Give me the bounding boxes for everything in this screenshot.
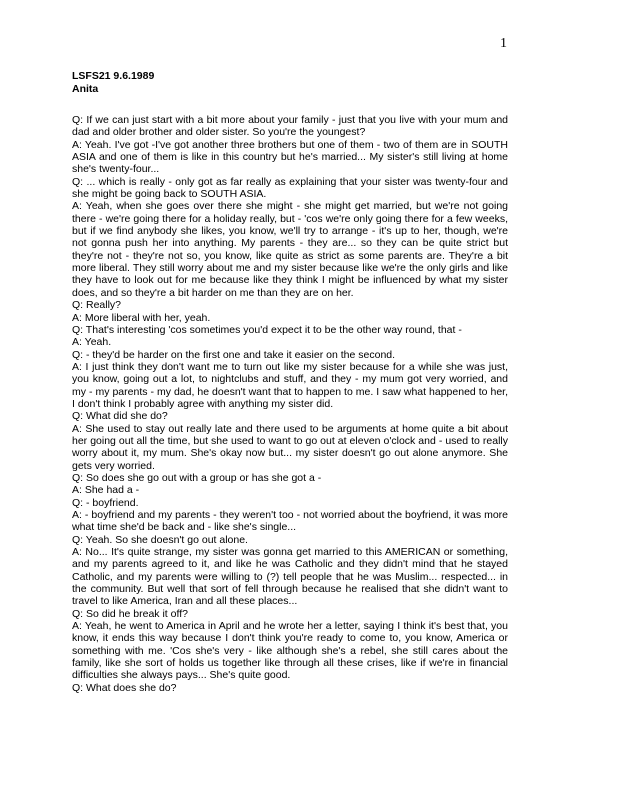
transcript-line: Q: Really? [72, 299, 122, 312]
transcript-line: A: She used to stay out really late and there used to be arguments at home quite a bit about her going out all the time, but she used to want to go out at eleven o'clock and - used to really worry about it, my mum. She's okay now but... my sister doesn't go out alone anymore. She gets very worried. [72, 422, 508, 472]
transcript-line: Q: - boyfriend. [72, 496, 139, 509]
transcript-line: A: Yeah, when she goes over there she might - she might get married, but we're not going there - we're going there for a holiday really, but - 'cos we're only going there for a few weeks, but if we find anybody she likes, you know, we'll try to arrange - it's up to her, though, we're not gonna push her into anything. My parents - they are... so they can be quite strict but they're not - they're not so, you know, like quite as strict as some parents are. They're a bit more liberal. They still worry about me and my sister because like we're the only girls and like they have to look out for me because like they think I might be influenced by what my sister does, and so they're a bit harder on me than they are on her. [72, 200, 508, 299]
transcript-line: Q: ... which is really - only got as far really as explaining that your sister was twenty-four and she might be going back to SOUTH ASIA. [72, 175, 508, 201]
transcript-line: Q: So does she go out with a group or has she got a - [72, 471, 322, 484]
transcript-reference: LSFS21 9.6.1989 [72, 70, 155, 82]
transcript-line: Q: - they'd be harder on the first one and take it easier on the second. [72, 348, 396, 361]
transcript-line: A: Yeah, he went to America in April and he wrote her a letter, saying I think it's best that, you know, it ends this way because I don't think you're ready to come to, you know, America or something with me. 'Cos she's very - like although she's a rebel, she still cares about the family, like she sort of holds us together like through all these crises, like if we're in financial difficulties she always pays... She's quite good. [72, 620, 508, 682]
transcript-line: A: I just think they don't want me to turn out like my sister because for a while she was just, you know, going out a lot, to nightclubs and stuff, and they - my mum got very worried, and my - my parents - my dad, he doesn't want that to happen to me. I saw what happened to her, I don't think I probably agree with anything my sister did. [72, 360, 508, 410]
transcript-line: Q: So did he break it off? [72, 607, 188, 620]
transcript-header [72, 70, 154, 96]
page-number: 1 [500, 36, 507, 51]
transcript-line: A: She had a - [72, 484, 140, 497]
transcript-line: Q: That's interesting 'cos sometimes you'd expect it to be the other way round, that - [72, 323, 462, 336]
transcript-line: A: Yeah. I've got -I've got another three brothers but one of them - two of them are in SOUTH ASIA and one of them is like in this country but he's married... My sister's still living at home she's twenty-four... [72, 138, 508, 176]
transcript-line: A: Yeah. [72, 336, 112, 349]
transcript-line: Q: Yeah. So she doesn't go out alone. [72, 533, 248, 546]
transcript-line: A: No... It's quite strange, my sister was gonna get married to this AMERICAN or something, and my parents agreed to it, and like he was Catholic and they didn't mind that he stayed Catholic, and my parents were willing to (?) tell people that he was Muslim... respected... in the community. But well that sort of fell through because he realised that she didn't want to travel to like America, Iran and all these places... [72, 546, 508, 608]
transcript-line: A: More liberal with her, yeah. [72, 311, 211, 324]
transcript-line: Q: What did she do? [72, 410, 168, 423]
transcript-line: Q: What does she do? [72, 681, 177, 694]
transcript-line: Q: If we can just start with a bit more about your family - just that you live with your mum and dad and older brother and older sister. So you're the youngest? [72, 114, 508, 139]
transcript-body [72, 114, 508, 694]
transcript-line: A: - boyfriend and my parents - they weren't too - not worried about the boyfriend, it was more what time she'd be back and - like she's single... [72, 509, 508, 534]
interviewee-name: Anita [72, 83, 99, 95]
